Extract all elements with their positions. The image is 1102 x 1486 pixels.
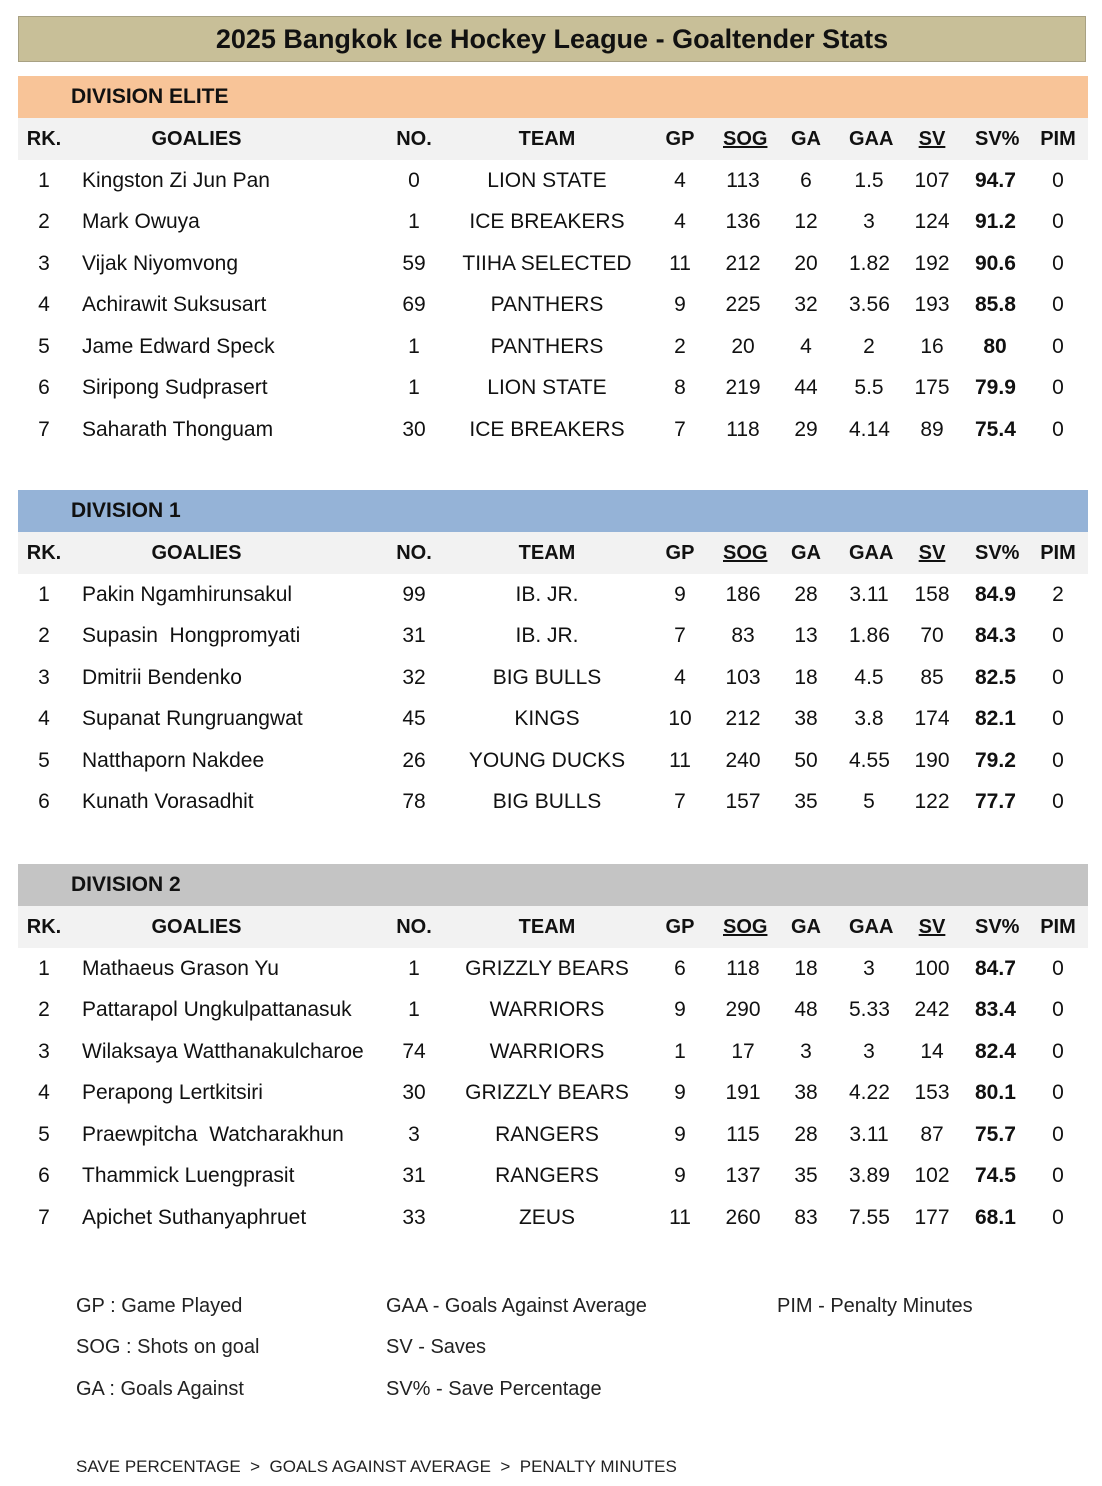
column-header-pim: PIM — [1040, 127, 1076, 150]
cell-no: 32 — [402, 665, 426, 689]
cell-svp: 91.2 — [975, 210, 1016, 234]
table-row — [18, 657, 1088, 699]
column-header-rk: RK. — [26, 915, 62, 938]
cell-ga: 6 — [800, 168, 812, 192]
cell-no: 45 — [402, 707, 426, 731]
table-row — [18, 1114, 1088, 1156]
cell-sv: 16 — [920, 334, 944, 358]
cell-no: 1 — [408, 376, 420, 400]
cell-pim: 0 — [1052, 1081, 1064, 1105]
cell-goalie-name: Pakin Ngamhirunsakul — [82, 582, 293, 606]
cell-svp: 74.5 — [975, 1164, 1016, 1188]
cell-gp: 4 — [674, 168, 686, 192]
cell-sv: 190 — [914, 748, 950, 772]
cell-no: 33 — [402, 1205, 426, 1229]
cell-ga: 44 — [794, 376, 818, 400]
cell-no: 78 — [402, 790, 426, 814]
cell-gaa: 3 — [863, 956, 875, 980]
cell-sog: 240 — [725, 748, 761, 772]
cell-sv: 70 — [920, 624, 944, 648]
cell-sv: 102 — [914, 1164, 950, 1188]
legend-sog: SOG : Shots on goal — [76, 1336, 260, 1358]
cell-sv: 177 — [914, 1205, 950, 1229]
cell-no: 3 — [408, 1122, 420, 1146]
table-row — [18, 1073, 1088, 1115]
cell-team: PANTHERS — [490, 334, 604, 358]
cell-gaa: 3.11 — [849, 1122, 889, 1146]
cell-team: BIG BULLS — [492, 665, 602, 689]
division-section — [18, 490, 1088, 823]
table-row — [18, 1156, 1088, 1198]
column-header-svp: SV% — [975, 915, 1020, 938]
cell-team: IB. JR. — [515, 624, 579, 648]
cell-pim: 0 — [1052, 251, 1064, 275]
column-header-gaa: GAA — [849, 127, 894, 150]
cell-gp: 7 — [674, 790, 686, 814]
column-header-rk: RK. — [26, 127, 62, 150]
cell-goalie-name: Praewpitcha Watcharakhun — [82, 1122, 344, 1146]
cell-rk: 5 — [38, 748, 50, 772]
cell-sog: 212 — [725, 707, 761, 731]
table-row — [18, 326, 1088, 368]
cell-svp: 83.4 — [975, 998, 1016, 1022]
table-row — [18, 243, 1088, 285]
cell-gaa: 3 — [863, 210, 875, 234]
cell-sog: 115 — [726, 1122, 760, 1146]
cell-team: IB. JR. — [515, 582, 579, 606]
cell-rk: 3 — [38, 665, 50, 689]
column-header-svp: SV% — [975, 127, 1020, 150]
cell-goalie-name: Mark Owuya — [82, 210, 200, 234]
column-header-ga: GA — [791, 541, 821, 564]
table-row — [18, 699, 1088, 741]
cell-goalie-name: Kingston Zi Jun Pan — [82, 168, 270, 192]
division-heading: DIVISION 2 — [18, 864, 1088, 906]
cell-team: YOUNG DUCKS — [468, 748, 626, 772]
cell-svp: 80.1 — [975, 1081, 1016, 1105]
cell-sog: 260 — [725, 1205, 761, 1229]
cell-rk: 1 — [38, 956, 50, 980]
cell-no: 1 — [408, 956, 420, 980]
cell-ga: 50 — [794, 748, 818, 772]
column-header-team: TEAM — [518, 541, 576, 564]
cell-ga: 28 — [794, 582, 818, 606]
cell-sog: 20 — [731, 334, 755, 358]
cell-pim: 0 — [1052, 210, 1064, 234]
cell-pim: 0 — [1052, 1039, 1064, 1063]
cell-pim: 0 — [1052, 293, 1064, 317]
cell-ga: 35 — [794, 1164, 818, 1188]
cell-ga: 3 — [800, 1039, 812, 1063]
cell-ga: 4 — [800, 334, 812, 358]
legend-pim: PIM - Penalty Minutes — [777, 1295, 973, 1317]
cell-team: GRIZZLY BEARS — [465, 956, 629, 980]
cell-gaa: 3.56 — [849, 293, 890, 317]
cell-no: 1 — [408, 998, 420, 1022]
cell-sog: 290 — [725, 998, 761, 1022]
cell-rk: 7 — [38, 1205, 50, 1229]
cell-sog: 118 — [726, 956, 760, 980]
cell-rk: 2 — [38, 210, 50, 234]
cell-gp: 11 — [669, 1205, 691, 1229]
cell-gp: 1 — [674, 1039, 686, 1063]
column-header-ga: GA — [791, 915, 821, 938]
cell-ga: 48 — [794, 998, 818, 1022]
cell-gp: 10 — [668, 707, 692, 731]
cell-pim: 0 — [1052, 748, 1064, 772]
cell-gaa: 3.8 — [854, 707, 884, 731]
cell-sv: 14 — [920, 1039, 944, 1063]
cell-gp: 9 — [674, 1081, 686, 1105]
cell-gp: 7 — [674, 624, 686, 648]
cell-gaa: 4.22 — [849, 1081, 890, 1105]
cell-team: ICE BREAKERS — [469, 417, 625, 441]
cell-ga: 18 — [794, 665, 818, 689]
column-header-rk: RK. — [26, 541, 62, 564]
cell-gaa: 5.5 — [854, 376, 884, 400]
cell-gp: 9 — [674, 998, 686, 1022]
cell-goalie-name: Saharath Thonguam — [82, 417, 274, 441]
column-header-gaa: GAA — [849, 915, 894, 938]
cell-goalie-name: Wilaksaya Watthanakulcharoe — [82, 1039, 364, 1063]
cell-gaa: 4.55 — [849, 748, 890, 772]
cell-pim: 0 — [1052, 707, 1064, 731]
column-header-sog: SOG — [723, 127, 768, 150]
column-header-goalies: GOALIES — [151, 541, 242, 564]
cell-team: LION STATE — [487, 168, 607, 192]
cell-goalie-name: Mathaeus Grason Yu — [82, 956, 279, 980]
cell-pim: 0 — [1052, 417, 1064, 441]
cell-sog: 225 — [725, 293, 761, 317]
division-section — [18, 864, 1088, 1239]
cell-no: 30 — [402, 417, 426, 441]
cell-goalie-name: Jame Edward Speck — [82, 334, 275, 358]
cell-rk: 6 — [38, 376, 50, 400]
cell-gp: 7 — [674, 417, 686, 441]
cell-sog: 191 — [725, 1081, 761, 1105]
column-header-svp: SV% — [975, 541, 1020, 564]
cell-no: 30 — [402, 1081, 426, 1105]
cell-no: 99 — [402, 582, 426, 606]
column-header-goalies: GOALIES — [151, 915, 242, 938]
cell-gp: 9 — [674, 1122, 686, 1146]
column-header-team: TEAM — [518, 127, 576, 150]
cell-svp: 84.7 — [975, 956, 1016, 980]
cell-rk: 4 — [38, 707, 50, 731]
column-header-gp: GP — [665, 915, 695, 938]
cell-gaa: 4.14 — [849, 417, 890, 441]
cell-sv: 242 — [914, 998, 950, 1022]
cell-pim: 0 — [1052, 334, 1064, 358]
cell-no: 31 — [402, 624, 426, 648]
cell-gaa: 5.33 — [849, 998, 890, 1022]
cell-svp: 80 — [983, 334, 1007, 358]
cell-sv: 124 — [914, 210, 950, 234]
legend-gaa: GAA - Goals Against Average — [386, 1295, 647, 1317]
cell-svp: 90.6 — [975, 251, 1016, 275]
cell-gp: 11 — [669, 748, 691, 772]
column-header-row — [18, 532, 1088, 574]
cell-sog: 113 — [726, 168, 760, 192]
cell-team: WARRIORS — [489, 998, 605, 1022]
cell-team: TIIHA SELECTED — [462, 251, 632, 275]
cell-gaa: 4.5 — [854, 665, 884, 689]
cell-gaa: 3.89 — [849, 1164, 890, 1188]
cell-sog: 186 — [725, 582, 761, 606]
cell-team: LION STATE — [487, 376, 607, 400]
cell-sv: 153 — [914, 1081, 950, 1105]
cell-ga: 20 — [794, 251, 818, 275]
table-row — [18, 740, 1088, 782]
column-header-ga: GA — [791, 127, 821, 150]
cell-pim: 0 — [1052, 956, 1064, 980]
cell-team: RANGERS — [495, 1122, 599, 1146]
cell-team: BIG BULLS — [492, 790, 602, 814]
cell-gp: 11 — [669, 251, 691, 275]
cell-gp: 9 — [674, 582, 686, 606]
cell-svp: 94.7 — [975, 168, 1016, 192]
column-header-no: NO. — [396, 541, 432, 564]
column-header-sv: SV — [918, 915, 946, 938]
table-row — [18, 948, 1088, 990]
cell-rk: 3 — [38, 251, 50, 275]
cell-sv: 89 — [920, 417, 944, 441]
cell-gaa: 7.55 — [849, 1205, 890, 1229]
cell-pim: 0 — [1052, 1122, 1064, 1146]
table-row — [18, 285, 1088, 327]
cell-sv: 87 — [920, 1122, 944, 1146]
table-row — [18, 1197, 1088, 1239]
cell-no: 59 — [402, 251, 426, 275]
cell-sog: 137 — [725, 1164, 761, 1188]
cell-svp: 68.1 — [975, 1205, 1016, 1229]
cell-pim: 0 — [1052, 1164, 1064, 1188]
cell-pim: 0 — [1052, 665, 1064, 689]
table-row — [18, 160, 1088, 202]
cell-ga: 12 — [794, 210, 818, 234]
cell-gp: 4 — [674, 665, 686, 689]
column-header-row — [18, 906, 1088, 948]
cell-sog: 83 — [731, 624, 755, 648]
cell-gp: 9 — [674, 293, 686, 317]
cell-rk: 6 — [38, 1164, 50, 1188]
division-heading: DIVISION 1 — [18, 490, 1088, 532]
cell-goalie-name: Thammick Luengprasit — [82, 1164, 295, 1188]
division-heading: DIVISION ELITE — [18, 76, 1088, 118]
cell-sog: 212 — [725, 251, 761, 275]
cell-sog: 103 — [725, 665, 761, 689]
cell-sv: 122 — [914, 790, 950, 814]
cell-rk: 4 — [38, 1081, 50, 1105]
column-header-goalies: GOALIES — [151, 127, 242, 150]
cell-pim: 0 — [1052, 376, 1064, 400]
table-row — [18, 1031, 1088, 1073]
cell-svp: 84.3 — [975, 624, 1016, 648]
cell-team: RANGERS — [495, 1164, 599, 1188]
cell-goalie-name: Pattarapol Ungkulpattanasuk — [82, 998, 352, 1022]
cell-gp: 9 — [674, 1164, 686, 1188]
cell-sv: 175 — [914, 376, 950, 400]
cell-goalie-name: Perapong Lertkitsiri — [82, 1081, 263, 1105]
cell-gaa: 2 — [863, 334, 875, 358]
cell-gaa: 1.86 — [849, 624, 890, 648]
cell-team: PANTHERS — [490, 293, 604, 317]
cell-pim: 0 — [1052, 168, 1064, 192]
cell-team: WARRIORS — [489, 1039, 605, 1063]
cell-no: 74 — [402, 1039, 426, 1063]
cell-sv: 192 — [914, 251, 950, 275]
cell-goalie-name: Vijak Niyomvong — [82, 251, 239, 275]
cell-ga: 28 — [794, 1122, 818, 1146]
cell-team: GRIZZLY BEARS — [465, 1081, 629, 1105]
cell-rk: 2 — [38, 624, 50, 648]
page-title: 2025 Bangkok Ice Hockey League - Goaltender Stats — [18, 16, 1086, 62]
column-header-pim: PIM — [1040, 541, 1076, 564]
cell-team: ZEUS — [518, 1205, 575, 1229]
cell-ga: 83 — [794, 1205, 818, 1229]
cell-ga: 38 — [794, 1081, 818, 1105]
legend-ga: GA : Goals Against — [76, 1378, 244, 1400]
cell-rk: 7 — [38, 417, 50, 441]
column-header-no: NO. — [396, 127, 432, 150]
cell-rk: 3 — [38, 1039, 50, 1063]
cell-gaa: 5 — [863, 790, 875, 814]
cell-rk: 5 — [38, 334, 50, 358]
cell-no: 1 — [408, 334, 420, 358]
cell-no: 26 — [402, 748, 426, 772]
cell-rk: 4 — [38, 293, 50, 317]
column-header-gp: GP — [665, 127, 695, 150]
cell-goalie-name: Supasin Hongpromyati — [82, 624, 301, 648]
cell-sog: 17 — [731, 1039, 755, 1063]
cell-ga: 38 — [794, 707, 818, 731]
cell-gaa: 1.5 — [854, 168, 884, 192]
division-section — [18, 76, 1088, 451]
cell-svp: 79.2 — [975, 748, 1016, 772]
cell-sv: 193 — [914, 293, 950, 317]
legend-gp: GP : Game Played — [76, 1295, 243, 1317]
column-header-sv: SV — [918, 541, 946, 564]
cell-pim: 0 — [1052, 1205, 1064, 1229]
cell-gp: 8 — [674, 376, 686, 400]
cell-no: 69 — [402, 293, 426, 317]
cell-goalie-name: Dmitrii Bendenko — [82, 665, 242, 689]
cell-sv: 174 — [914, 707, 950, 731]
cell-svp: 82.5 — [975, 665, 1016, 689]
cell-sog: 157 — [725, 790, 761, 814]
cell-ga: 35 — [794, 790, 818, 814]
column-header-pim: PIM — [1040, 915, 1076, 938]
ranking-criteria-note: SAVE PERCENTAGE > GOALS AGAINST AVERAGE > PENALTY MINUTES — [76, 1457, 677, 1476]
column-header-no: NO. — [396, 915, 432, 938]
cell-pim: 2 — [1052, 582, 1064, 606]
cell-goalie-name: Achirawit Suksusart — [82, 293, 267, 317]
cell-sog: 118 — [726, 417, 760, 441]
table-row — [18, 574, 1088, 616]
cell-no: 1 — [408, 210, 420, 234]
cell-sv: 85 — [920, 665, 944, 689]
cell-ga: 13 — [794, 624, 818, 648]
cell-goalie-name: Supanat Rungruangwat — [82, 707, 303, 731]
cell-svp: 82.4 — [975, 1039, 1016, 1063]
cell-rk: 5 — [38, 1122, 50, 1146]
column-header-team: TEAM — [518, 915, 576, 938]
column-header-gp: GP — [665, 541, 695, 564]
cell-ga: 18 — [794, 956, 818, 980]
legend-sv: SV - Saves — [386, 1336, 487, 1358]
cell-sog: 219 — [725, 376, 761, 400]
cell-pim: 0 — [1052, 790, 1064, 814]
cell-no: 0 — [408, 168, 420, 192]
cell-rk: 1 — [38, 168, 50, 192]
cell-rk: 1 — [38, 582, 50, 606]
cell-sog: 136 — [725, 210, 761, 234]
cell-no: 31 — [402, 1164, 426, 1188]
cell-sv: 100 — [914, 956, 950, 980]
column-header-sog: SOG — [723, 541, 768, 564]
cell-gp: 4 — [674, 210, 686, 234]
cell-svp: 84.9 — [975, 582, 1016, 606]
cell-svp: 85.8 — [975, 293, 1016, 317]
cell-gp: 2 — [674, 334, 686, 358]
column-header-row — [18, 118, 1088, 160]
table-row — [18, 202, 1088, 244]
cell-gp: 6 — [674, 956, 686, 980]
cell-rk: 6 — [38, 790, 50, 814]
cell-goalie-name: Apichet Suthanyaphruet — [82, 1205, 307, 1229]
column-header-sog: SOG — [723, 915, 768, 938]
table-row — [18, 782, 1088, 824]
cell-svp: 82.1 — [975, 707, 1016, 731]
cell-svp: 75.7 — [975, 1122, 1016, 1146]
cell-svp: 77.7 — [975, 790, 1016, 814]
column-header-sv: SV — [918, 127, 946, 150]
cell-pim: 0 — [1052, 998, 1064, 1022]
cell-gaa: 3.11 — [849, 582, 889, 606]
cell-pim: 0 — [1052, 624, 1064, 648]
cell-goalie-name: Natthaporn Nakdee — [82, 748, 265, 772]
table-row — [18, 368, 1088, 410]
column-header-gaa: GAA — [849, 541, 894, 564]
cell-team: ICE BREAKERS — [469, 210, 625, 234]
cell-goalie-name: Siripong Sudprasert — [82, 376, 268, 400]
cell-rk: 2 — [38, 998, 50, 1022]
cell-gaa: 1.82 — [849, 251, 890, 275]
cell-sv: 158 — [914, 582, 950, 606]
cell-goalie-name: Kunath Vorasadhit — [82, 790, 254, 814]
cell-svp: 79.9 — [975, 376, 1016, 400]
cell-svp: 75.4 — [975, 417, 1016, 441]
cell-ga: 29 — [794, 417, 818, 441]
table-row — [18, 990, 1088, 1032]
cell-sv: 107 — [914, 168, 950, 192]
cell-gaa: 3 — [863, 1039, 875, 1063]
cell-ga: 32 — [794, 293, 818, 317]
cell-team: KINGS — [514, 707, 580, 731]
legend-svp: SV% - Save Percentage — [386, 1378, 602, 1400]
table-row — [18, 616, 1088, 658]
table-row — [18, 409, 1088, 451]
